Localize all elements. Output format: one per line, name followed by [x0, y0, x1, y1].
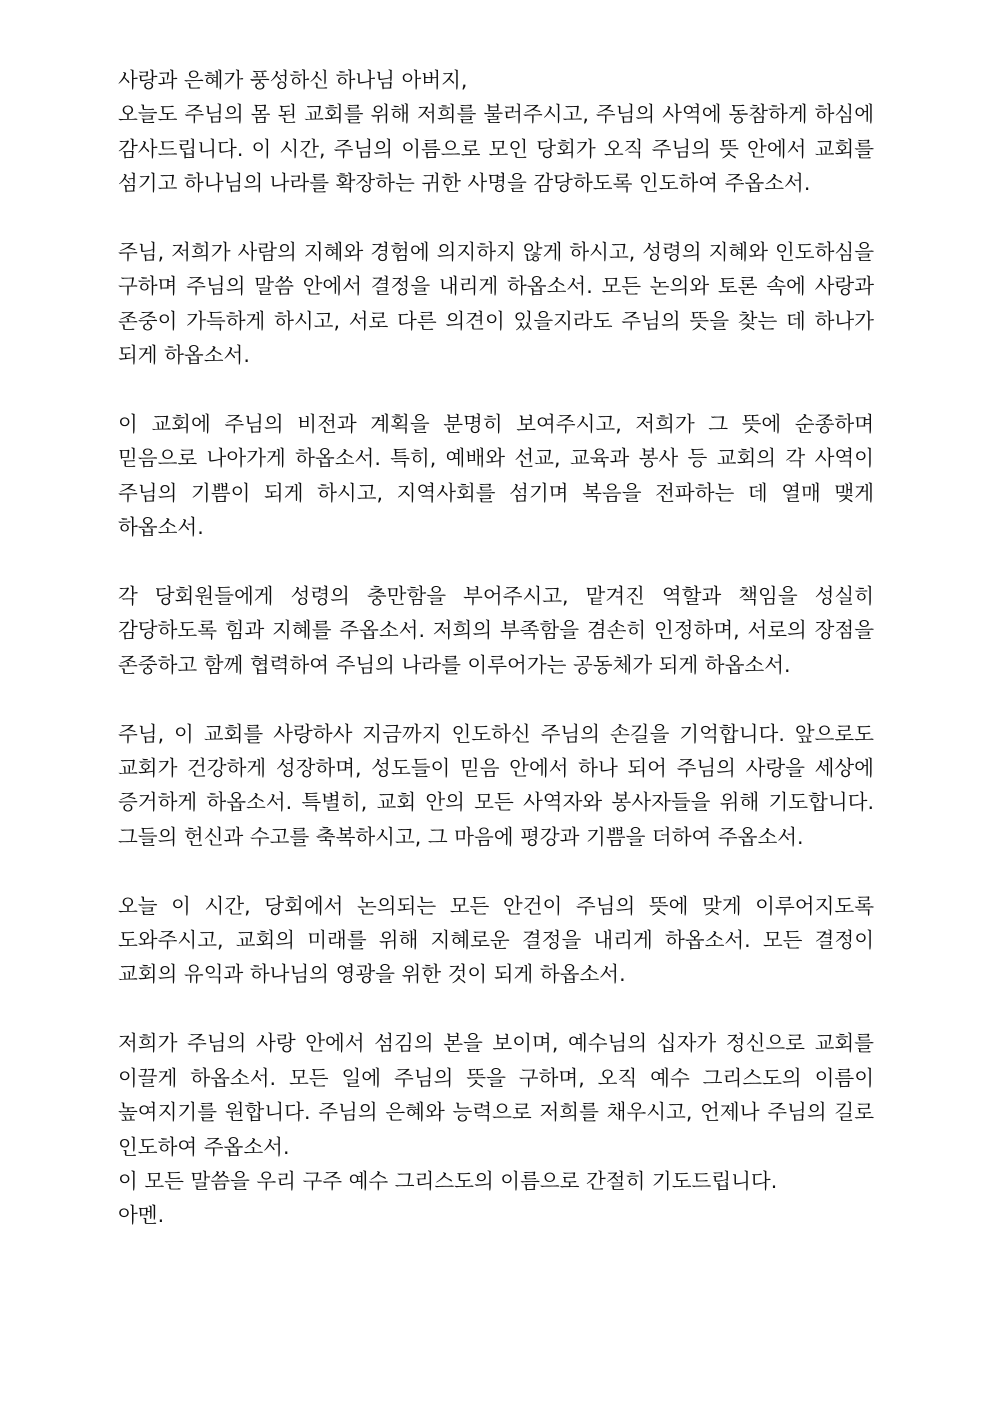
prayer-text-body [118, 63, 874, 1233]
paragraph-wisdom: 주님, 저희가 사람의 지혜와 경험에 의지하지 않게 하시고, 성령의 지혜와 인도하심을 구하며 주님의 말씀 안에서 결정을 내리게 하옵소서. 모든 논의와 토론 속에 사랑과 존중이 가득하게 하시고, 서로 다른 의견이 있을지라도 주님의 뜻을 찾는 데 하나가 되게 하옵소서. [118, 240, 874, 368]
paragraph-church-growth: 주님, 이 교회를 사랑하사 지금까지 인도하신 주님의 손길을 기억합니다. 앞으로도 교회가 건강하게 성장하며, 성도들이 믿음 안에서 하나 되어 주님의 사랑을 세상에 증거하게 하옵소서. 특별히, 교회 안의 모든 사역자와 봉사자들을 위해 기도합니다. 그들의 헌신과 수고를 축복하시고, 그 마음에 평강과 기쁨을 더하여 주옵소서. [118, 721, 874, 849]
salutation-line: 사랑과 은혜가 풍성하신 하나님 아버지, [118, 68, 468, 92]
paragraph-thanksgiving: 오늘도 주님의 몸 된 교회를 위해 저희를 불러주시고, 주님의 사역에 동참하게 하심에 감사드립니다. 이 시간, 주님의 이름으로 모인 당회가 오직 주님의 뜻 안에서 교회를 섬기고 하나님의 나라를 확장하는 귀한 사명을 감당하도록 인도하여 주옵소서. [118, 102, 874, 196]
paragraph-gap [118, 682, 874, 716]
paragraph-gap [118, 373, 874, 407]
paragraph-vision: 이 교회에 주님의 비전과 계획을 분명히 보여주시고, 저희가 그 뜻에 순종하며 믿음으로 나아가게 하옵소서. 특히, 예배와 선교, 교육과 봉사 등 교회의 각 사역이 주님의 기쁨이 되게 하시고, 지역사회를 섬기며 복음을 전파하는 데 열매 맺게 하옵소서. [118, 412, 874, 540]
amen-line: 아멘. [118, 1203, 165, 1228]
paragraph-gap [118, 854, 874, 888]
paragraph-decisions: 오늘 이 시간, 당회에서 논의되는 모든 안건이 주님의 뜻에 맞게 이루어지도록 도와주시고, 교회의 미래를 위해 지혜로운 결정을 내리게 하옵소서. 모든 결정이 교회의 유익과 하나님의 영광을 위한 것이 되게 하옵소서. [118, 893, 874, 987]
paragraph-gap [118, 545, 874, 579]
paragraph-gap [118, 201, 874, 235]
paragraph-service: 저희가 주님의 사랑 안에서 섬김의 본을 보이며, 예수님의 십자가 정신으로 교회를 이끌게 하옵소서. 모든 일에 주님의 뜻을 구하며, 오직 예수 그리스도의 이름이 높여지기를 원합니다. 주님의 은혜와 능력으로 저희를 채우시고, 언제나 주님의 길로 인도하여 주옵소서. [118, 1031, 874, 1159]
paragraph-members: 각 당회원들에게 성령의 충만함을 부어주시고, 맡겨진 역할과 책임을 성실히 감당하도록 힘과 지혜를 주옵소서. 저희의 부족함을 겸손히 인정하며, 서로의 장점을 존중하고 함께 협력하여 주님의 나라를 이루어가는 공동체가 되게 하옵소서. [118, 584, 874, 677]
paragraph-gap [118, 992, 874, 1026]
closing-line: 이 모든 말씀을 우리 구주 예수 그리스도의 이름으로 간절히 기도드립니다. [118, 1168, 778, 1193]
